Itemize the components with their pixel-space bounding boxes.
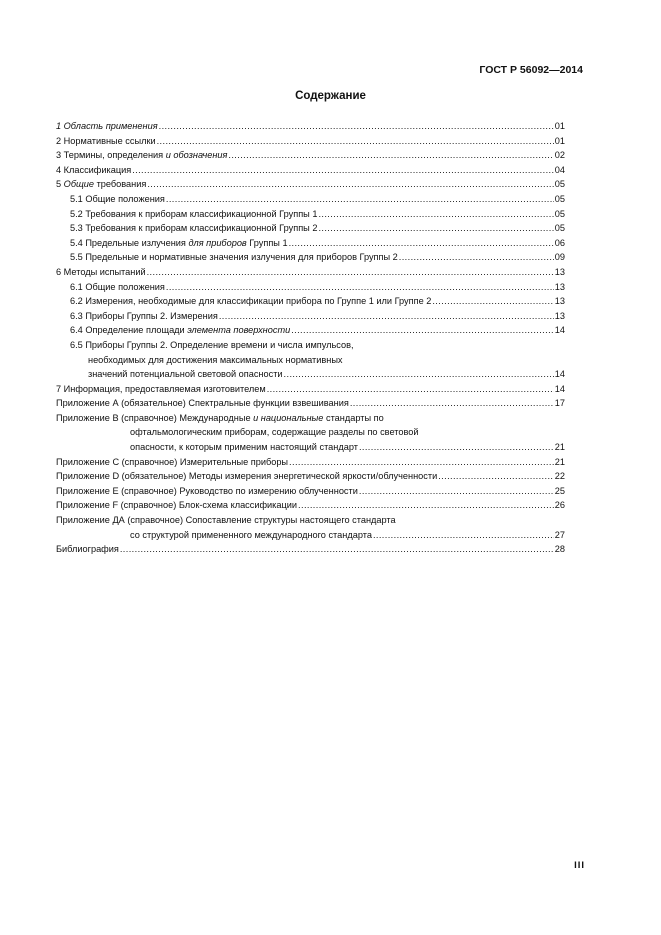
toc-page: 13 bbox=[554, 266, 565, 277]
toc-entry-5-5[interactable] bbox=[56, 250, 565, 265]
toc-entry-bibliography[interactable] bbox=[56, 542, 565, 557]
toc-page: 04 bbox=[554, 164, 565, 175]
toc-label: Библиография bbox=[56, 544, 119, 555]
document-code: ГОСТ Р 56092—2014 bbox=[479, 64, 583, 76]
dot-leader bbox=[147, 265, 554, 280]
toc-label: 1 Область применения bbox=[56, 121, 158, 131]
toc-page: 13 bbox=[554, 281, 565, 292]
toc-label: 6.3 Приборы Группы 2. Измерения bbox=[70, 310, 218, 321]
toc-page: 01 bbox=[554, 135, 565, 146]
toc-entry-6-3[interactable] bbox=[56, 309, 565, 324]
toc-entry-5-1[interactable] bbox=[56, 192, 565, 207]
toc-page: 22 bbox=[554, 471, 565, 482]
toc-page: 13 bbox=[554, 310, 565, 321]
toc-entry-6-5-line2: необходимых для достижения максимальных нормативных bbox=[88, 354, 343, 365]
toc-label: со структурой примененного международного стандарта bbox=[130, 529, 372, 540]
dot-leader bbox=[159, 119, 554, 134]
toc-page: 05 bbox=[554, 208, 565, 219]
dot-leader bbox=[438, 469, 554, 484]
toc-entry-appendix-b-line3[interactable] bbox=[56, 440, 565, 455]
dot-leader bbox=[318, 221, 553, 236]
toc-label: значений потенциальной световой опасности bbox=[88, 369, 283, 380]
toc-label: 6.1 Общие положения bbox=[70, 281, 165, 292]
toc-entry-appendix-b-line1[interactable]: Приложение В (справочное) Международные и национальные стандарты по bbox=[56, 412, 384, 423]
toc-label: Приложение F (справочное) Блок-схема классификации bbox=[56, 500, 298, 511]
toc-label: 5.1 Общие положения bbox=[70, 193, 165, 204]
toc-page: 02 bbox=[554, 150, 565, 161]
toc-page: 25 bbox=[554, 485, 565, 496]
toc-entry-5[interactable] bbox=[56, 177, 565, 192]
dot-leader bbox=[120, 542, 554, 557]
dot-leader bbox=[284, 367, 554, 382]
toc-label: Приложение Е (справочное) Руководство по измерению облученности bbox=[56, 485, 358, 496]
dot-leader bbox=[298, 498, 554, 513]
page-number: III bbox=[574, 860, 585, 871]
dot-leader bbox=[289, 455, 554, 470]
toc-entry-appendix-c[interactable] bbox=[56, 455, 565, 470]
table-of-contents bbox=[56, 119, 565, 557]
toc-page: 05 bbox=[554, 223, 565, 234]
toc-entry-appendix-a[interactable] bbox=[56, 396, 565, 411]
toc-entry-6-5-line3[interactable] bbox=[56, 367, 565, 382]
dot-leader bbox=[157, 134, 554, 149]
toc-label: 4 Классификация bbox=[56, 164, 132, 175]
toc-entry-appendix-e[interactable] bbox=[56, 484, 565, 499]
toc-entry-6-5-line1[interactable]: 6.5 Приборы Группы 2. Определение времени и числа импульсов, bbox=[70, 339, 354, 350]
dot-leader bbox=[399, 250, 554, 265]
toc-page: 14 bbox=[554, 369, 565, 380]
toc-label: 2 Нормативные ссылки bbox=[56, 135, 156, 146]
toc-label: 6.4 Определение площади элемента поверхности bbox=[70, 325, 291, 336]
toc-entry-2[interactable] bbox=[56, 134, 565, 149]
toc-label: Приложение С (справочное) Измерительные приборы bbox=[56, 456, 289, 467]
toc-page: 05 bbox=[554, 179, 565, 190]
toc-entry-3[interactable] bbox=[56, 148, 565, 163]
toc-entry-6[interactable] bbox=[56, 265, 565, 280]
toc-entry-4[interactable] bbox=[56, 163, 565, 178]
toc-entry-5-4[interactable] bbox=[56, 236, 565, 251]
toc-page: 09 bbox=[554, 252, 565, 263]
dot-leader bbox=[291, 323, 554, 338]
toc-label: 5.2 Требования к приборам классификационной Группы 1 bbox=[70, 208, 318, 219]
toc-label: Приложение D (обязательное) Методы измерения энергетической яркости/облученности bbox=[56, 471, 438, 482]
dot-leader bbox=[350, 396, 554, 411]
toc-page: 21 bbox=[554, 456, 565, 467]
toc-label: 7 Информация, предоставляемая изготовителем bbox=[56, 383, 266, 394]
toc-page: 26 bbox=[554, 500, 565, 511]
toc-label: 6.2 Измерения, необходимые для классификации прибора по Группе 1 или Группе 2 bbox=[70, 296, 432, 307]
toc-label: опасности, к которым применим настоящий стандарт bbox=[130, 442, 358, 453]
toc-page: 01 bbox=[554, 121, 565, 131]
toc-entry-appendix-b-line2: офтальмологическим приборам, содержащие разделы по световой bbox=[130, 427, 419, 438]
dot-leader bbox=[147, 177, 553, 192]
dot-leader bbox=[432, 294, 553, 309]
toc-label: 5.4 Предельные излучения для приборов Группы 1 bbox=[70, 237, 288, 248]
toc-label: 5 Общие требования bbox=[56, 179, 147, 190]
toc-entry-appendix-da-line1[interactable]: Приложение ДА (справочное) Сопоставление структуры настоящего стандарта bbox=[56, 515, 396, 526]
toc-entry-1[interactable] bbox=[56, 119, 565, 134]
dot-leader bbox=[219, 309, 554, 324]
toc-entry-5-2[interactable] bbox=[56, 207, 565, 222]
toc-label: 5.3 Требования к приборам классификационной Группы 2 bbox=[70, 223, 318, 234]
dot-leader bbox=[132, 163, 554, 178]
toc-page: 21 bbox=[554, 442, 565, 453]
toc-page: 28 bbox=[554, 544, 565, 555]
dot-leader bbox=[359, 440, 554, 455]
toc-entry-7[interactable] bbox=[56, 382, 565, 397]
toc-label: Приложение А (обязательное) Спектральные функции взвешивания bbox=[56, 398, 349, 409]
toc-entry-6-1[interactable] bbox=[56, 280, 565, 295]
dot-leader bbox=[166, 280, 554, 295]
dot-leader bbox=[289, 236, 554, 251]
dot-leader bbox=[373, 528, 554, 543]
toc-page: 05 bbox=[554, 193, 565, 204]
toc-title: Содержание bbox=[295, 90, 366, 102]
toc-label: 3 Термины, определения и обозначения bbox=[56, 150, 228, 161]
toc-page: 06 bbox=[554, 237, 565, 248]
toc-entry-5-3[interactable] bbox=[56, 221, 565, 236]
toc-label: 6 Методы испытаний bbox=[56, 266, 146, 277]
toc-entry-6-4[interactable] bbox=[56, 323, 565, 338]
toc-entry-appendix-f[interactable] bbox=[56, 498, 565, 513]
toc-entry-appendix-d[interactable] bbox=[56, 469, 565, 484]
toc-page: 17 bbox=[554, 398, 565, 409]
toc-page: 14 bbox=[554, 325, 565, 336]
toc-page: 27 bbox=[554, 529, 565, 540]
dot-leader bbox=[228, 148, 553, 163]
toc-page: 14 bbox=[554, 383, 565, 394]
dot-leader bbox=[359, 484, 554, 499]
toc-entry-appendix-da-line2[interactable] bbox=[56, 528, 565, 543]
toc-entry-6-2[interactable] bbox=[56, 294, 565, 309]
dot-leader bbox=[267, 382, 554, 397]
toc-label: 5.5 Предельные и нормативные значения излучения для приборов Группы 2 bbox=[70, 252, 398, 263]
dot-leader bbox=[166, 192, 554, 207]
dot-leader bbox=[318, 207, 553, 222]
toc-page: 13 bbox=[554, 296, 565, 307]
